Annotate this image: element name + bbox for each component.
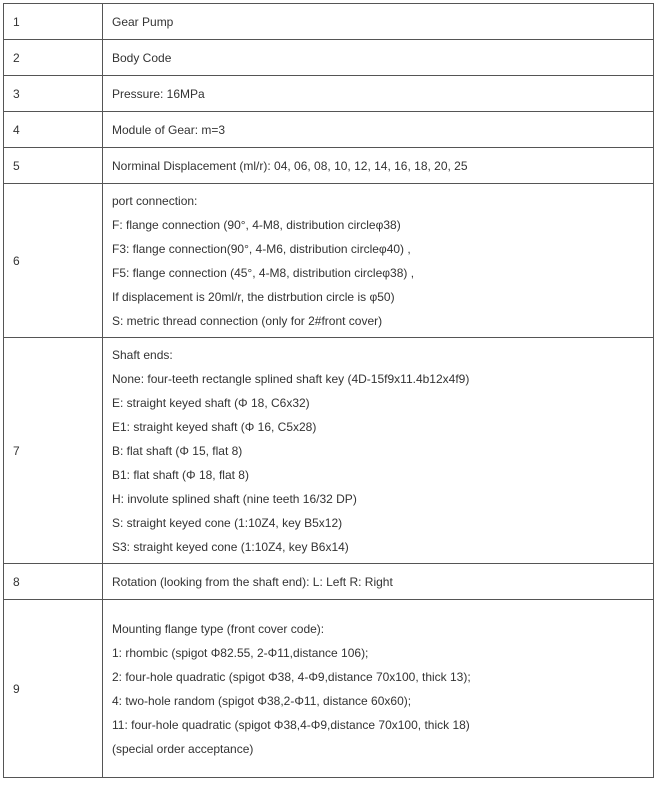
description-line: F: flange connection (90°, 4-M8, distribution circleφ38) <box>112 217 401 232</box>
description-line: 1: rhombic (spigot Φ82.55, 2-Φ11,distance 106); <box>112 645 369 660</box>
row-number: 3 <box>4 76 103 112</box>
spec-table-body <box>4 4 654 778</box>
row-number: 6 <box>4 184 103 338</box>
row-number: 2 <box>4 40 103 76</box>
description-line: Module of Gear: m=3 <box>112 122 226 137</box>
table-row <box>4 4 654 40</box>
row-description <box>103 112 654 148</box>
row-number: 4 <box>4 112 103 148</box>
table-row <box>4 600 654 778</box>
description-line: Shaft ends: <box>112 347 173 362</box>
description-line: B: flat shaft (Φ 15, flat 8) <box>112 443 243 458</box>
row-number: 8 <box>4 564 103 600</box>
description-line: S: straight keyed cone (1:10Z4, key B5x12) <box>112 515 343 530</box>
description-line: F3: flange connection(90°, 4-M6, distribution circleφ40) , <box>112 241 411 256</box>
description-line: None: four-teeth rectangle splined shaft key (4D-15f9x11.4b12x4f9) <box>112 371 470 386</box>
description-line: S3: straight keyed cone (1:10Z4, key B6x14) <box>112 539 349 554</box>
table-row <box>4 76 654 112</box>
description-line: 4: two-hole random (spigot Φ38,2-Φ11, distance 60x60); <box>112 693 412 708</box>
description-line: port connection: <box>112 193 198 208</box>
description-line: (special order acceptance) <box>112 741 254 756</box>
row-description <box>103 338 654 564</box>
description-line: H: involute splined shaft (nine teeth 16/32 DP) <box>112 491 357 506</box>
row-description <box>103 40 654 76</box>
description-line: E1: straight keyed shaft (Φ 16, C5x28) <box>112 419 317 434</box>
table-row <box>4 112 654 148</box>
description-line: E: straight keyed shaft (Φ 18, C6x32) <box>112 395 310 410</box>
row-description <box>103 148 654 184</box>
row-description <box>103 4 654 40</box>
row-number: 1 <box>4 4 103 40</box>
description-line: Norminal Displacement (ml/r): 04, 06, 08, 10, 12, 14, 16, 18, 20, 25 <box>112 158 468 173</box>
table-row <box>4 40 654 76</box>
table-row <box>4 184 654 338</box>
row-description <box>103 564 654 600</box>
row-number: 9 <box>4 600 103 778</box>
description-line: Body Code <box>112 50 172 65</box>
description-line: Rotation (looking from the shaft end): L: Left R: Right <box>112 574 393 589</box>
description-line: 11: four-hole quadratic (spigot Φ38,4-Φ9,distance 70x100, thick 18) <box>112 717 470 732</box>
description-line: S: metric thread connection (only for 2#front cover) <box>112 313 383 328</box>
description-line: Pressure: 16MPa <box>112 86 205 101</box>
description-line: 2: four-hole quadratic (spigot Φ38, 4-Φ9,distance 70x100, thick 13); <box>112 669 471 684</box>
row-description <box>103 76 654 112</box>
row-number: 5 <box>4 148 103 184</box>
description-line: F5: flange connection (45°, 4-M8, distribution circleφ38) , <box>112 265 415 280</box>
row-number: 7 <box>4 338 103 564</box>
description-line: Gear Pump <box>112 14 174 29</box>
row-description <box>103 600 654 778</box>
spec-table <box>3 3 654 778</box>
row-description <box>103 184 654 338</box>
table-row <box>4 338 654 564</box>
description-line: Mounting flange type (front cover code): <box>112 621 325 636</box>
table-row <box>4 148 654 184</box>
table-row <box>4 564 654 600</box>
description-line: If displacement is 20ml/r, the distrbution circle is φ50) <box>112 289 395 304</box>
description-line: B1: flat shaft (Φ 18, flat 8) <box>112 467 249 482</box>
